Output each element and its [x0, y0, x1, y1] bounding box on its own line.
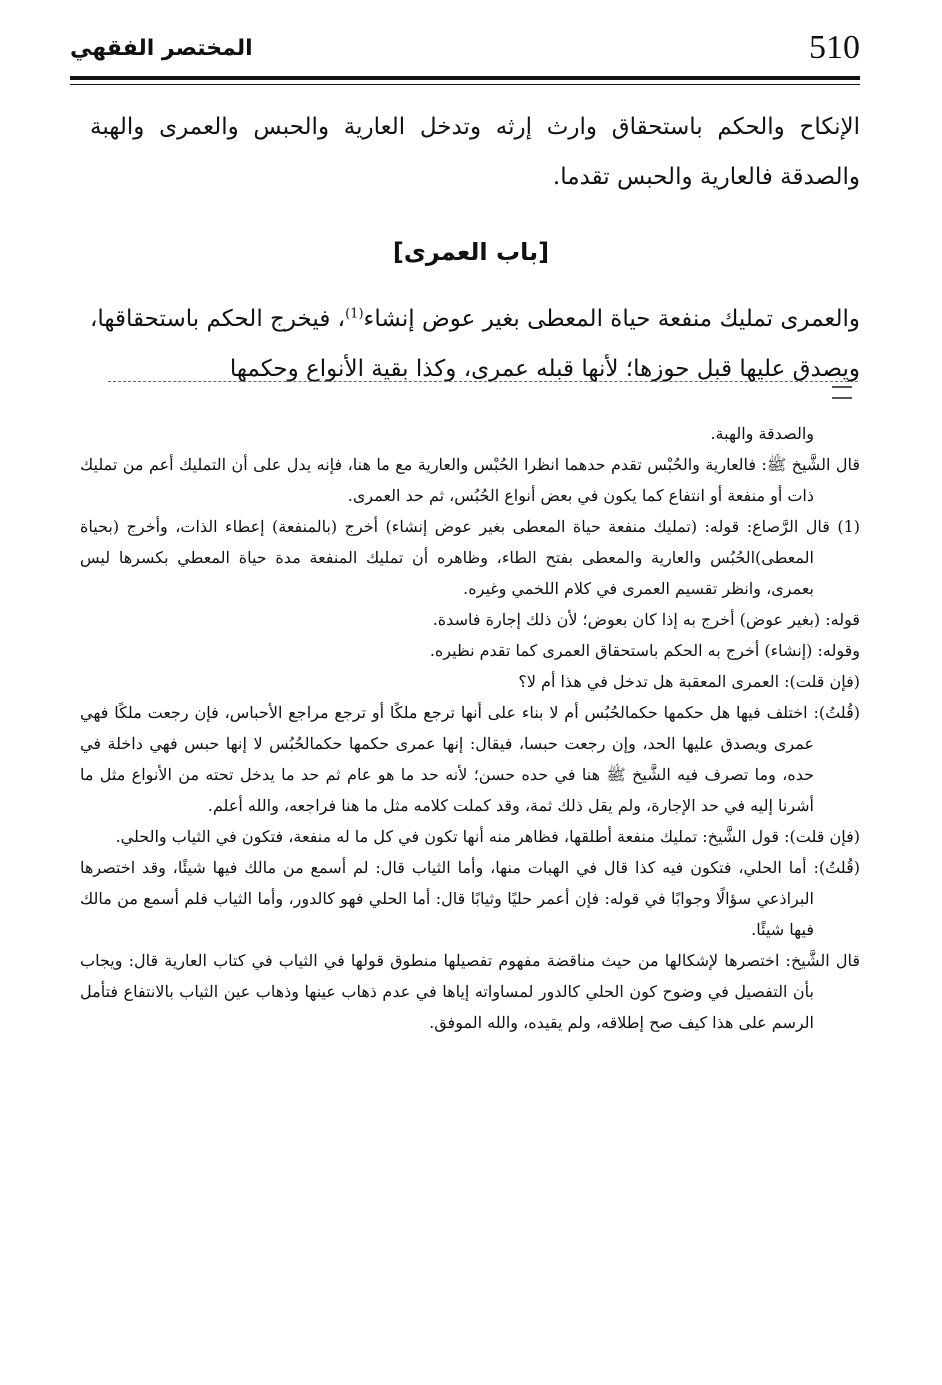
footnote-line: (فإن قلت): العمرى المعقبة هل تدخل في هذا أم لا؟ [518, 672, 860, 691]
continuation-mark [832, 386, 852, 399]
footnote-line: (قُلتُ): أما الحلي، فتكون فيه كذا قال في الهبات منها، وأما الثياب قال: لم أسمع من مالك فيها شيئًا، وقد اختصرها البراذعي سؤالًا وجوابًا في قوله: فإن أعمر حليًا وثيابًا قال: أما الحلي فهو كالدور، وأما الثياب فلم أسمع من مالك فيها شيئًا. [80, 858, 860, 939]
running-title: المختصر الفقهي [70, 36, 253, 61]
footnote-line: وقوله: (إنشاء) أخرج به الحكم باستحقاق العمرى كما تقدم نظيره. [429, 641, 860, 660]
footnote-line: قال الشَّيخ ﷺ: فالعارية والحُبْس تقدم حدهما انظرا الحُبْس والعارية مع ما هنا، فإنه يدل على أن التمليك أعم من تمليك ذات أو منفعة أو انتفاع كما يكون في بعض أنواع الحُبُس، ثم حد العمرى. [80, 455, 860, 505]
footnote-line: قوله: (بغير عوض) أخرج به إذا كان بعوض؛ لأن ذلك إجارة فاسدة. [432, 610, 860, 629]
main-paragraph-2 [90, 294, 860, 394]
footnote-reference: (1) [345, 306, 364, 322]
footnote-line: قال الشَّيخ: اختصرها لإشكالها من حيث مناقضة مفهوم تفصيلها منطوق قولها في الثياب في كتاب العارية قال: ويجاب بأن التفصيل في وضوح كون الحلي كالدور لمساواته إياها في عدم ذهاب عينها وذهاب عين الثياب بالانتفاع فتأمل الرسم على هذا كيف صح إطلاقه، ولم يقيده، والله الموفق. [80, 951, 860, 1032]
main-paragraph-2-after: ، فيخرج الحكم باستحقاقها، ويصدق عليها قبل حوزها؛ لأنها قبله عمرى، وكذا بقية الأنواع وحكمها [90, 306, 860, 382]
page-number: 510 [809, 29, 860, 66]
footnote-line: (فإن قلت): قول الشَّيخ: تمليك منفعة أطلقها، فظاهر منه أنها تكون في كل ما له منفعة، فتكون في الثياب والحلي. [115, 827, 860, 846]
footnote-line: (1) قال الرَّصاع: قوله: (تمليك منفعة حياة المعطى بغير عوض إنشاء) أخرج (بالمنفعة) إعطاء الذات، وأخرج (بحياة المعطى)الحُبُس والعارية والمعطى بفتح الطاء، وظاهره أن تمليك المنفعة مدة حياة المعطي بكسرها ليس بعمرى، وانظر تقسيم العمرى في كلام اللخمي وغيره. [80, 517, 860, 598]
header-rule-thin [70, 84, 860, 85]
header-rule-thick [70, 76, 860, 80]
main-paragraph-2-before: والعمرى تمليك منفعة حياة المعطى بغير عوض إنشاء [363, 306, 860, 332]
footnote-line: والصدقة والهبة. [710, 424, 814, 443]
footnote-line: (قُلتُ): اختلف فيها هل حكمها حكمالحُبُس أم لا بناء على أنها ترجع ملكًا أو ترجع مراجع الأحباس، فإن رجعت ملكًا فهي عمرى ويصدق عليها الحد، وإن رجعت حبسا، فيقال: إنها عمرى حكمها حكمالحُبُس لا إنها حبس فهي داخلة في حده، وما تصرف فيه الشَّيخ ﷺ هنا في حده حسن؛ لأنه حد ما هو عام ثم حد ما يدخل تحته من الأنواع مثل ما أشرنا إليه في حد الإجارة، ولم يقل ذلك ثمة، وقد كملت كلامه مثل ما هنا فراجعه، والله أعلم. [80, 703, 860, 815]
footnote-separator [108, 381, 858, 382]
section-title: [باب العمرى] [392, 238, 550, 266]
page-header [70, 24, 860, 74]
main-paragraph-1: الإنكاح والحكم باستحقاق وارث إرثه وتدخل العارية والحبس والعمرى والهبة والصدقة فالعارية والحبس تقدما. [90, 114, 860, 190]
footnotes [80, 418, 860, 1038]
